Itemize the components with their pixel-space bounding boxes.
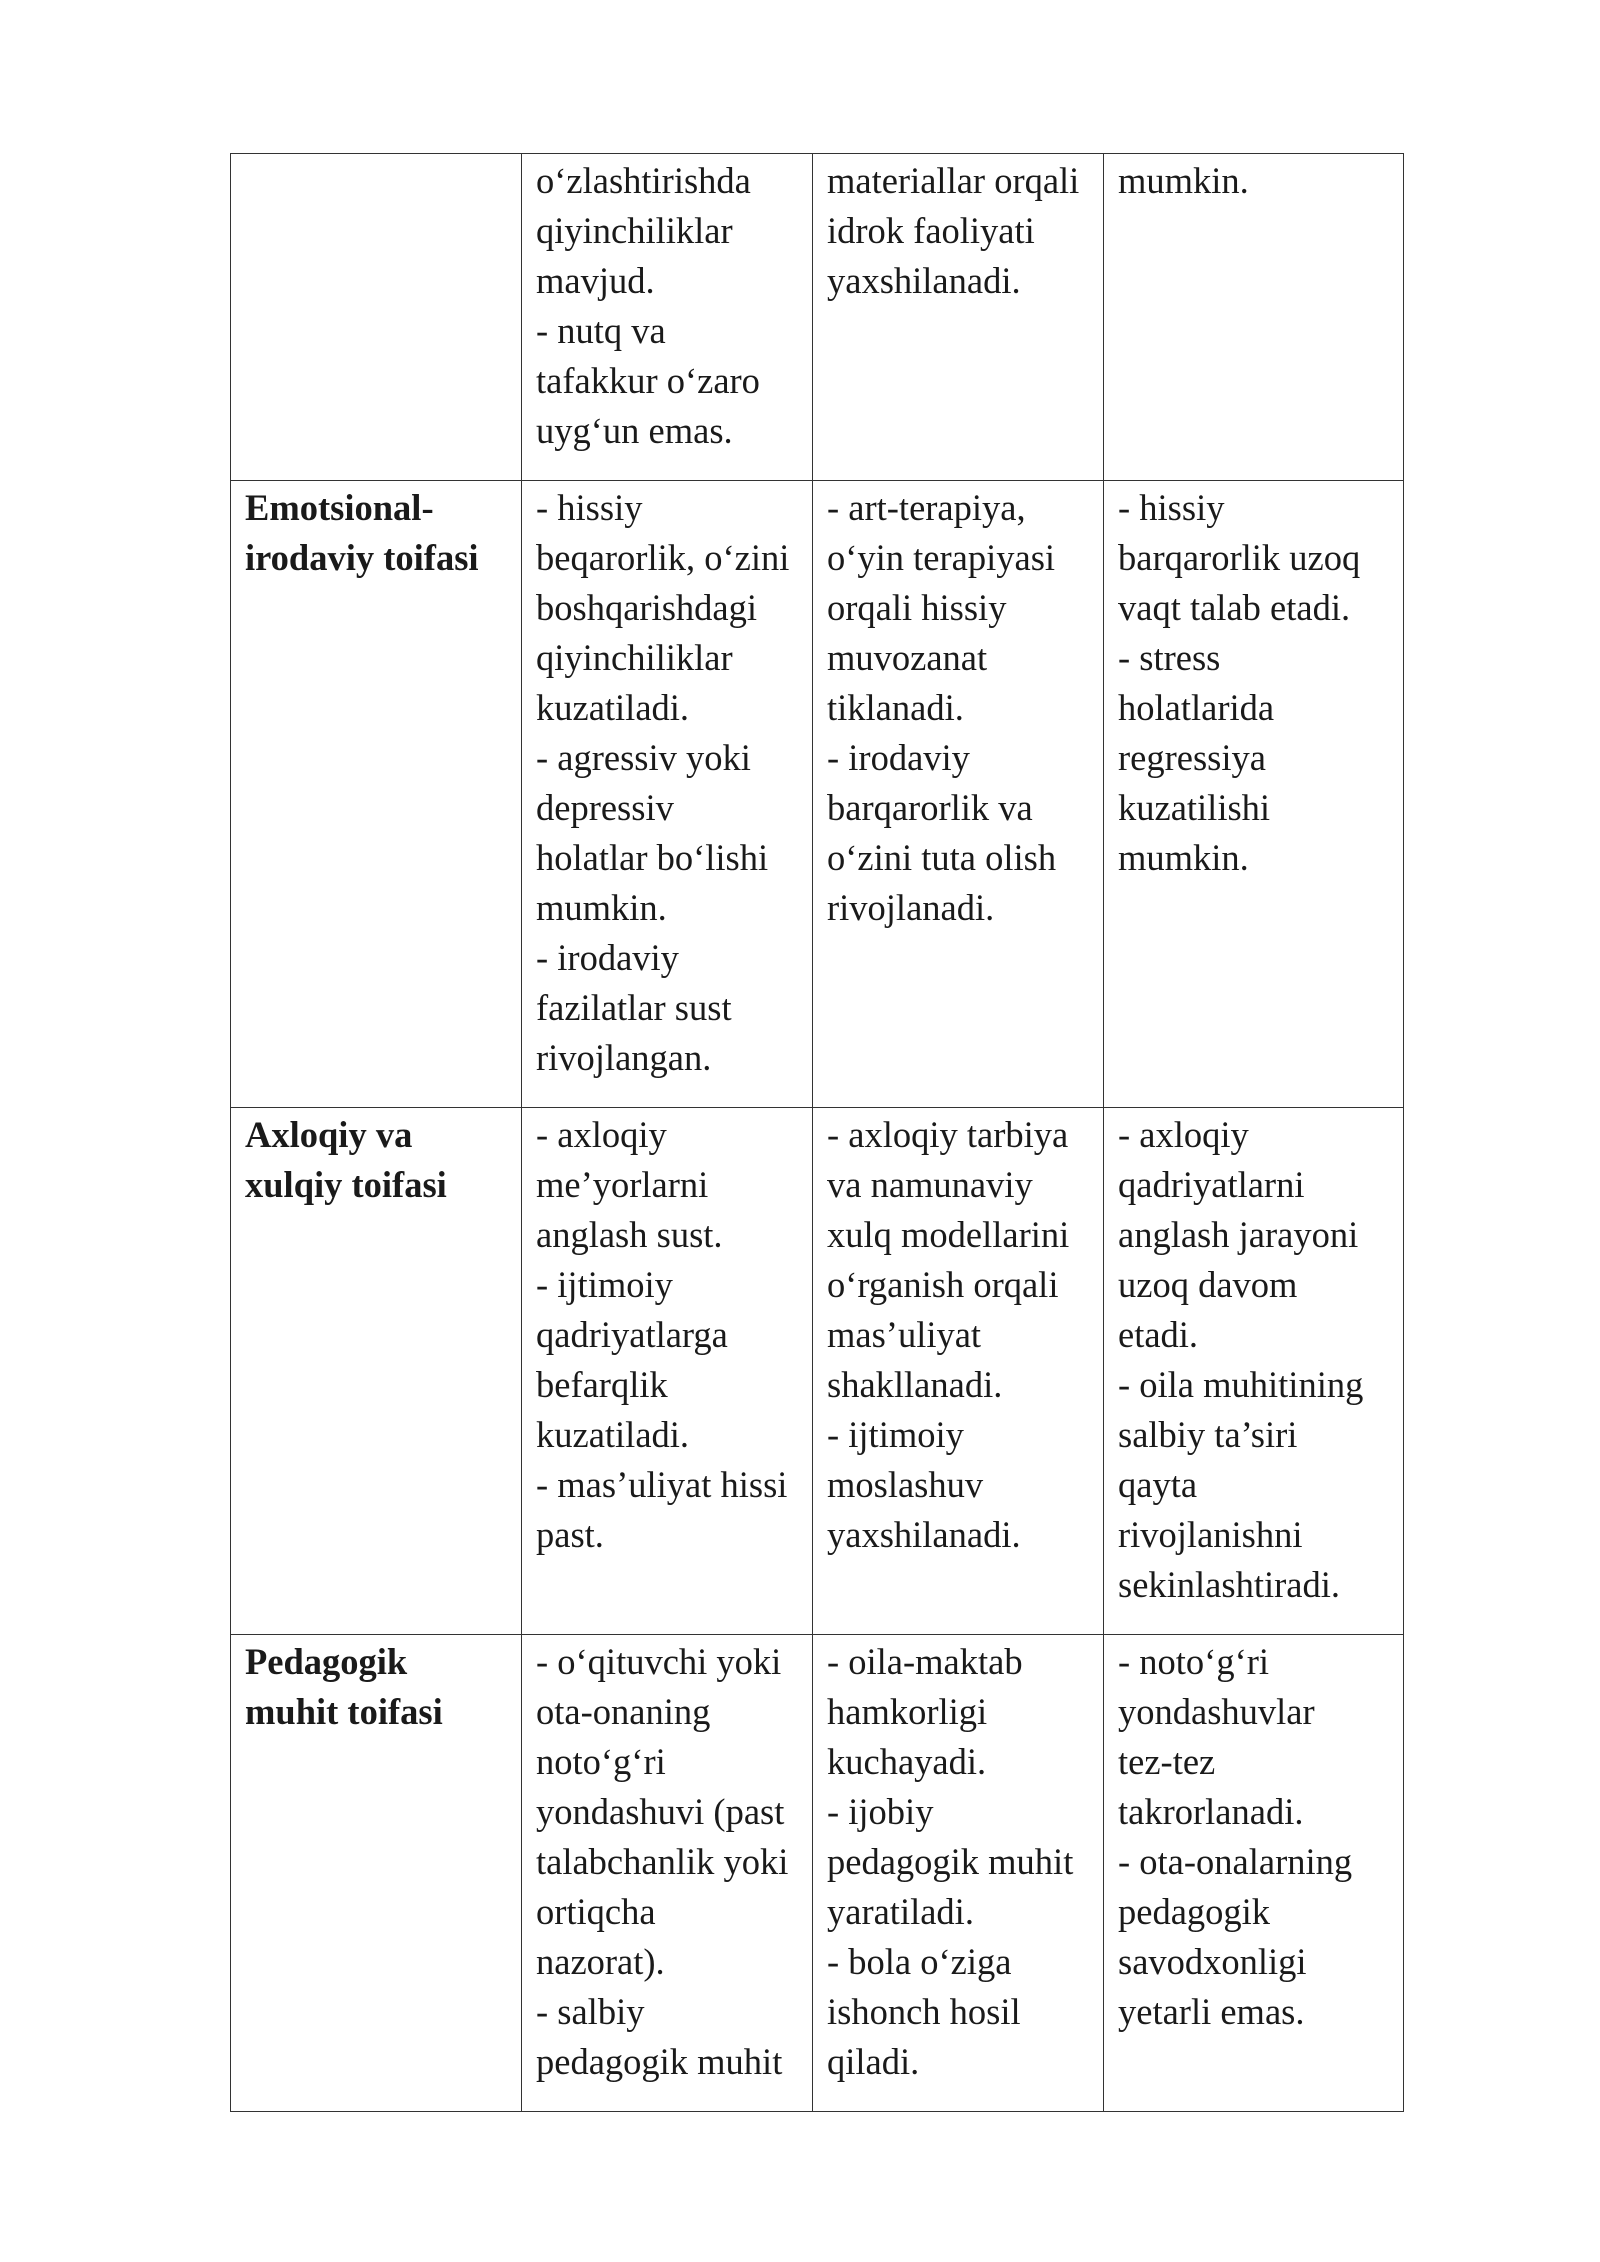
table-row	[231, 1108, 1404, 1635]
cell-text-line: - axloqiy	[1118, 1114, 1249, 1155]
cell-text-line: xulqiy toifasi	[245, 1164, 447, 1205]
table-body	[231, 154, 1404, 2112]
cell-text-line: - o‘qituvchi yoki	[536, 1641, 782, 1682]
cell-text-line: qiladi.	[827, 2041, 920, 2082]
cell-text-line: boshqarishdagi	[536, 587, 757, 628]
category-cell	[231, 1635, 522, 2112]
cell-text-line: depressiv	[536, 787, 674, 828]
risks-cell	[1104, 154, 1404, 481]
cell-text-line: - axloqiy tarbiya	[827, 1114, 1069, 1155]
cell-text-line: mavjud.	[536, 260, 655, 301]
cell-text-line: kuzatiladi.	[536, 687, 690, 728]
problems-cell	[522, 481, 813, 1108]
cell-text-line: tez-tez	[1118, 1741, 1216, 1782]
cell-text-line: beqarorlik, o‘zini	[536, 537, 790, 578]
cell-text-line: o‘rganish orqali	[827, 1264, 1059, 1305]
cell-text-line: barqarorlik uzoq	[1118, 537, 1361, 578]
category-cell	[231, 154, 522, 481]
problems-cell	[522, 154, 813, 481]
cell-text-line: muvozanat	[827, 637, 988, 678]
cell-text-line: - salbiy	[536, 1991, 645, 2032]
cell-text-line: noto‘g‘ri	[536, 1741, 666, 1782]
risks-cell	[1104, 481, 1404, 1108]
cell-text-line: pedagogik	[1118, 1891, 1271, 1932]
cell-text-line: ishonch hosil	[827, 1991, 1021, 2032]
cell-text-line: o‘yin terapiyasi	[827, 537, 1056, 578]
document-table	[230, 153, 1404, 2112]
cell-text-line: - ijtimoiy	[827, 1414, 964, 1455]
cell-text-line: savodxonligi	[1118, 1941, 1307, 1982]
cell-text-line: - oila-maktab	[827, 1641, 1023, 1682]
table-row	[231, 154, 1404, 481]
risks-cell	[1104, 1108, 1404, 1635]
cell-text-line: fazilatlar sust	[536, 987, 732, 1028]
cell-text-line: shakllanadi.	[827, 1364, 1003, 1405]
cell-text-line: - art-terapiya,	[827, 487, 1026, 528]
cell-text-line: - axloqiy	[536, 1114, 667, 1155]
cell-text-line: - bola o‘ziga	[827, 1941, 1012, 1982]
cell-text-line: past.	[536, 1514, 604, 1555]
cell-text-line: anglash jarayoni	[1118, 1214, 1359, 1255]
cell-text-line: kuzatilishi	[1118, 787, 1271, 828]
problems-cell	[522, 1635, 813, 2112]
cell-text-line: ota-onaning	[536, 1691, 711, 1732]
cell-text-line: qayta	[1118, 1464, 1198, 1505]
cell-text-line: rivojlanadi.	[827, 887, 995, 928]
cell-text-line: kuchayadi.	[827, 1741, 987, 1782]
cell-text-line: sekinlashtiradi.	[1118, 1564, 1340, 1605]
cell-text-line: befarqlik	[536, 1364, 668, 1405]
cell-text-line: - irodaviy	[536, 937, 679, 978]
cell-text-line: o‘zini tuta olish	[827, 837, 1057, 878]
cell-text-line: o‘zlashtirishda	[536, 160, 751, 201]
cell-text-line: orqali hissiy	[827, 587, 1007, 628]
cell-text-line: - hissiy	[536, 487, 643, 528]
table-row	[231, 1635, 1404, 2112]
cell-text-line: takrorlanadi.	[1118, 1791, 1304, 1832]
cell-text-line: rivojlanishni	[1118, 1514, 1303, 1555]
cell-text-line: va namunaviy	[827, 1164, 1033, 1205]
cell-text-line: me’yorlarni	[536, 1164, 709, 1205]
cell-text-line: pedagogik muhit	[827, 1841, 1074, 1882]
cell-text-line: ortiqcha	[536, 1891, 656, 1932]
cell-text-line: muhit toifasi	[245, 1691, 443, 1732]
cell-text-line: yondashuvi (past	[536, 1791, 785, 1832]
risks-cell	[1104, 1635, 1404, 2112]
cell-text-line: - noto‘g‘ri	[1118, 1641, 1270, 1682]
cell-text-line: yaratiladi.	[827, 1891, 974, 1932]
cell-text-line: xulq modellarini	[827, 1214, 1070, 1255]
cell-text-line: - ijtimoiy	[536, 1264, 673, 1305]
cell-text-line: yondashuvlar	[1118, 1691, 1315, 1732]
cell-text-line: holatlar bo‘lishi	[536, 837, 769, 878]
category-cell	[231, 1108, 522, 1635]
cell-text-line: uyg‘un emas.	[536, 410, 733, 451]
cell-text-line: - agressiv yoki	[536, 737, 751, 778]
solutions-cell	[813, 1108, 1104, 1635]
cell-text-line: salbiy ta’siri	[1118, 1414, 1298, 1455]
problems-cell	[522, 1108, 813, 1635]
cell-text-line: uzoq davom	[1118, 1264, 1298, 1305]
cell-text-line: barqarorlik va	[827, 787, 1033, 828]
cell-text-line: holatlarida	[1118, 687, 1275, 728]
cell-text-line: qiyinchiliklar	[536, 210, 733, 251]
cell-text-line: - hissiy	[1118, 487, 1225, 528]
cell-text-line: - ota-onalarning	[1118, 1841, 1353, 1882]
cell-text-line: kuzatiladi.	[536, 1414, 690, 1455]
solutions-cell	[813, 481, 1104, 1108]
cell-text-line: qadriyatlarni	[1118, 1164, 1305, 1205]
cell-text-line: moslashuv	[827, 1464, 984, 1505]
cell-text-line: hamkorligi	[827, 1691, 988, 1732]
category-cell	[231, 481, 522, 1108]
cell-text-line: anglash sust.	[536, 1214, 723, 1255]
cell-text-line: yetarli emas.	[1118, 1991, 1305, 2032]
solutions-cell	[813, 154, 1104, 481]
cell-text-line: Emotsional-	[245, 487, 434, 528]
cell-text-line: yaxshilanadi.	[827, 260, 1021, 301]
cell-text-line: qiyinchiliklar	[536, 637, 733, 678]
cell-text-line: - oila muhitining	[1118, 1364, 1364, 1405]
cell-text-line: etadi.	[1118, 1314, 1199, 1355]
cell-text-line: pedagogik muhit	[536, 2041, 783, 2082]
cell-text-line: - stress	[1118, 637, 1221, 678]
cell-text-line: Pedagogik	[245, 1641, 408, 1682]
cell-text-line: - ijobiy	[827, 1791, 934, 1832]
solutions-cell	[813, 1635, 1104, 2112]
cell-text-line: mumkin.	[536, 887, 667, 928]
cell-text-line: - nutq va	[536, 310, 666, 351]
cell-text-line: regressiya	[1118, 737, 1266, 778]
cell-text-line: mumkin.	[1118, 160, 1249, 201]
cell-text-line: Axloqiy va	[245, 1114, 413, 1155]
table-row	[231, 481, 1404, 1108]
cell-text-line: tiklanadi.	[827, 687, 964, 728]
cell-text-line: - irodaviy	[827, 737, 970, 778]
cell-text-line: - mas’uliyat hissi	[536, 1464, 788, 1505]
cell-text-line: vaqt talab etadi.	[1118, 587, 1351, 628]
cell-text-line: nazorat).	[536, 1941, 665, 1982]
cell-text-line: idrok faoliyati	[827, 210, 1035, 251]
cell-text-line: talabchanlik yoki	[536, 1841, 789, 1882]
cell-text-line: irodaviy toifasi	[245, 537, 479, 578]
cell-text-line: tafakkur o‘zaro	[536, 360, 760, 401]
cell-text-line: rivojlangan.	[536, 1037, 712, 1078]
cell-text-line: yaxshilanadi.	[827, 1514, 1021, 1555]
cell-text-line: mas’uliyat	[827, 1314, 982, 1355]
cell-text-line: qadriyatlarga	[536, 1314, 728, 1355]
cell-text-line: materiallar orqali	[827, 160, 1080, 201]
cell-text-line: mumkin.	[1118, 837, 1249, 878]
